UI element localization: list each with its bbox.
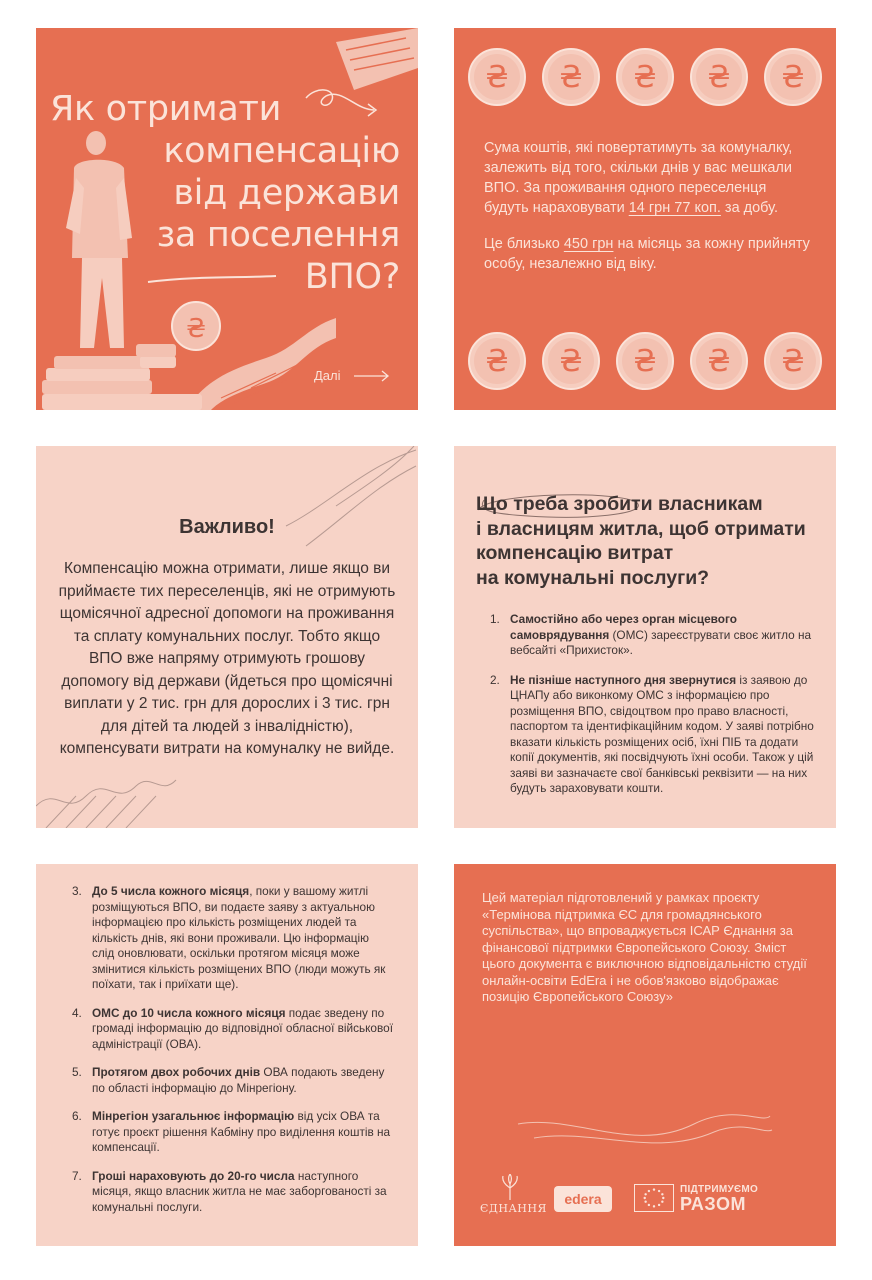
steps-heading xyxy=(476,492,826,590)
step-bold: Мінрегіон узагальнює інформацію xyxy=(92,1109,295,1123)
page-title xyxy=(40,88,400,298)
hryvnia-coin-icon: ₴ xyxy=(690,48,748,106)
heading-line-3: компенсацію витрат xyxy=(476,542,674,564)
arrow-right-icon[interactable] xyxy=(352,369,392,383)
ednannia-logo xyxy=(478,1174,547,1224)
heading-line-2: і власницям житла, щоб отримати xyxy=(476,517,806,540)
important-body: Компенсацію можна отримати, лише якщо ви приймаєте тих переселенців, які не отримують щомісячної адресної допомоги на проживання та сплату комунальних послуг. Тобто якщо ВПО вже напряму отримують грошову допомогу від держави (йдеться про щомісячні виплати у 2 тис. грн для дорослих і 3 тис. грн для дітей та людей з інвалідністю), компенсувати витрати на комуналку не вийде. xyxy=(58,560,396,757)
title-line-1: Як отримати xyxy=(50,89,282,129)
step-text xyxy=(92,884,394,993)
step-number: 7. xyxy=(72,1168,82,1183)
title-line-3: від держави xyxy=(173,173,400,213)
title-line-2: компенсацію xyxy=(163,131,400,171)
step-text xyxy=(92,1109,394,1156)
list-item xyxy=(72,884,394,993)
heading-line-1: Що треба зробити власникам xyxy=(476,493,763,515)
hryvnia-coin-icon: ₴ xyxy=(468,48,526,106)
card-title xyxy=(36,28,418,410)
hryvnia-coin-icon: ₴ xyxy=(764,332,822,390)
ednannia-wordmark: ЄДНАННЯ xyxy=(480,1202,547,1215)
hryvnia-coin-icon: ₴ xyxy=(468,332,526,390)
decorative-scribble xyxy=(514,1094,774,1164)
card-important xyxy=(36,446,418,828)
list-item xyxy=(72,1169,394,1216)
list-item xyxy=(72,1065,394,1096)
step-rest: ОВА подають зведену по області інформацію до Мінрегіону. xyxy=(92,1065,385,1095)
step-rest: (ОМС) зареєструвати своє житло на вебсайті «Прихисток». xyxy=(510,627,812,657)
card-disclaimer xyxy=(454,864,836,1246)
step-text xyxy=(510,612,814,659)
list-item xyxy=(490,612,814,659)
steps-list xyxy=(72,884,394,1228)
svg-text:₴: ₴ xyxy=(185,314,207,344)
step-number: 1. xyxy=(490,612,500,626)
hryvnia-coin-icon: ₴ xyxy=(542,332,600,390)
daily-amount: 14 грн 77 коп. xyxy=(628,200,721,216)
ednannia-sprout-icon xyxy=(500,1174,520,1200)
step-number: 6. xyxy=(72,1109,82,1123)
step-rest: від усіх ОВА та готує проєкт рішення Кабміну про виділення коштів на компенсації. xyxy=(92,1109,391,1154)
step-number: 4. xyxy=(72,1005,82,1020)
monthly-amount: 450 грн xyxy=(563,236,614,252)
step-number: 5. xyxy=(72,1065,82,1079)
card-steps-2 xyxy=(36,864,418,1246)
card-steps-1 xyxy=(454,446,836,828)
hryvnia-coin-icon: ₴ xyxy=(616,332,674,390)
decorative-scribble-top xyxy=(266,446,418,556)
next-link[interactable]: Далі xyxy=(314,368,341,383)
razom-logo xyxy=(634,1182,774,1214)
hryvnia-coin-icon: ₴ xyxy=(542,48,600,106)
step-number: 2. xyxy=(490,672,500,687)
card-amount xyxy=(454,28,836,410)
step-bold: Протягом двох робочих днів xyxy=(92,1065,261,1079)
para2-end: на місяць за кожну прийняту особу, незалежно від віку. xyxy=(484,236,810,272)
decorative-scribble-bottom xyxy=(36,766,186,828)
step-rest: , поки у вашому житлі розміщуються ВПО, ви подаєте заяву з актуальною інформацією про кількість розміщених людей та кількість днів, які вони проживали. Цю інформацію слід оновлювати, оскільки протягом місяця може змінитися кількість розміщених ВПО (люди можуть як поїхати, так і приїхати ще). xyxy=(92,884,386,991)
para1-text: Сума коштів, які повертатимуть за комуналку, залежить від того, скільки днів у вас мешкали ВПО. За проживання одного переселенця будуть нараховувати xyxy=(484,140,793,216)
step-number: 3. xyxy=(72,884,82,898)
list-item xyxy=(72,1109,394,1156)
para2-text: Це близько xyxy=(484,236,564,252)
hryvnia-coin-icon: ₴ xyxy=(764,48,822,106)
edera-logo: edera xyxy=(554,1186,612,1212)
step-text xyxy=(510,673,814,797)
hryvnia-coin-icon: ₴ xyxy=(616,48,674,106)
list-item xyxy=(72,1006,394,1053)
amount-paragraph-2 xyxy=(484,234,814,274)
step-rest: із заявою до ЦНАПу або виконкому ОМС з інформацією про розміщення ВПО, свідоцтвом про право власності, паспортом та ідентифікаційним кодом. У заяві потрібно вказати кількість розміщених осіб, їхні ПІБ та додати копії документів, які посвідчують їхні особи. Також у цій заяві ви зазначаєте свої банківські реквізити — на них будуть зараховувати кошти. xyxy=(510,672,814,795)
step-bold: ОМС до 10 числа кожного місяця xyxy=(92,1005,286,1020)
step-bold: До 5 числа кожного місяця xyxy=(92,884,250,898)
list-item xyxy=(490,673,814,797)
important-heading: Важливо! xyxy=(179,516,275,538)
disclaimer-text: Цей матеріал підготовлений у рамках проєкту «Термінова підтримка ЄС для громадянського суспільства», що впроваджується ІСАР Єднання за фінансової підтримки Європейського Союзу. Зміст цього документа є виключною відповідальністю студії онлайн-освіти EdEra і не обов'язково відображає позицію Європейського Союзу» xyxy=(482,890,807,1004)
hryvnia-coin-icon: ₴ xyxy=(690,332,748,390)
coin-row-bottom xyxy=(468,332,822,390)
razom-wordmark: РАЗОМ xyxy=(680,1194,746,1214)
step-bold: Гроші нараховують до 20-го числа xyxy=(92,1168,295,1183)
title-line-4: за поселення xyxy=(156,215,400,255)
step-bold: Не пізніше наступного дня звернутися xyxy=(510,672,737,687)
amount-paragraph-1 xyxy=(484,138,814,218)
steps-list xyxy=(490,612,814,811)
step-bold: Самостійно або через орган місцевого самоврядування xyxy=(510,612,737,642)
title-line-5: ВПО? xyxy=(304,257,400,297)
step-rest: наступного місяця, якщо власник житла не має заборгованості за комунальні послуги. xyxy=(92,1168,387,1214)
amount-description xyxy=(484,138,814,274)
coin-row-top xyxy=(468,48,822,106)
step-text xyxy=(92,1006,394,1053)
razom-subtitle: ПІДТРИМУЄМО xyxy=(680,1184,759,1195)
step-rest: подає зведену по громаді інформацію до відповідної обласної військової адміністрації (ОВА). xyxy=(92,1005,393,1051)
step-text xyxy=(92,1169,394,1216)
eu-flag-icon xyxy=(634,1184,674,1212)
step-text xyxy=(92,1065,394,1096)
para1-end: за добу. xyxy=(720,200,778,216)
heading-line-4: на комунальні послуги? xyxy=(476,566,710,589)
partner-logos xyxy=(478,1174,798,1224)
